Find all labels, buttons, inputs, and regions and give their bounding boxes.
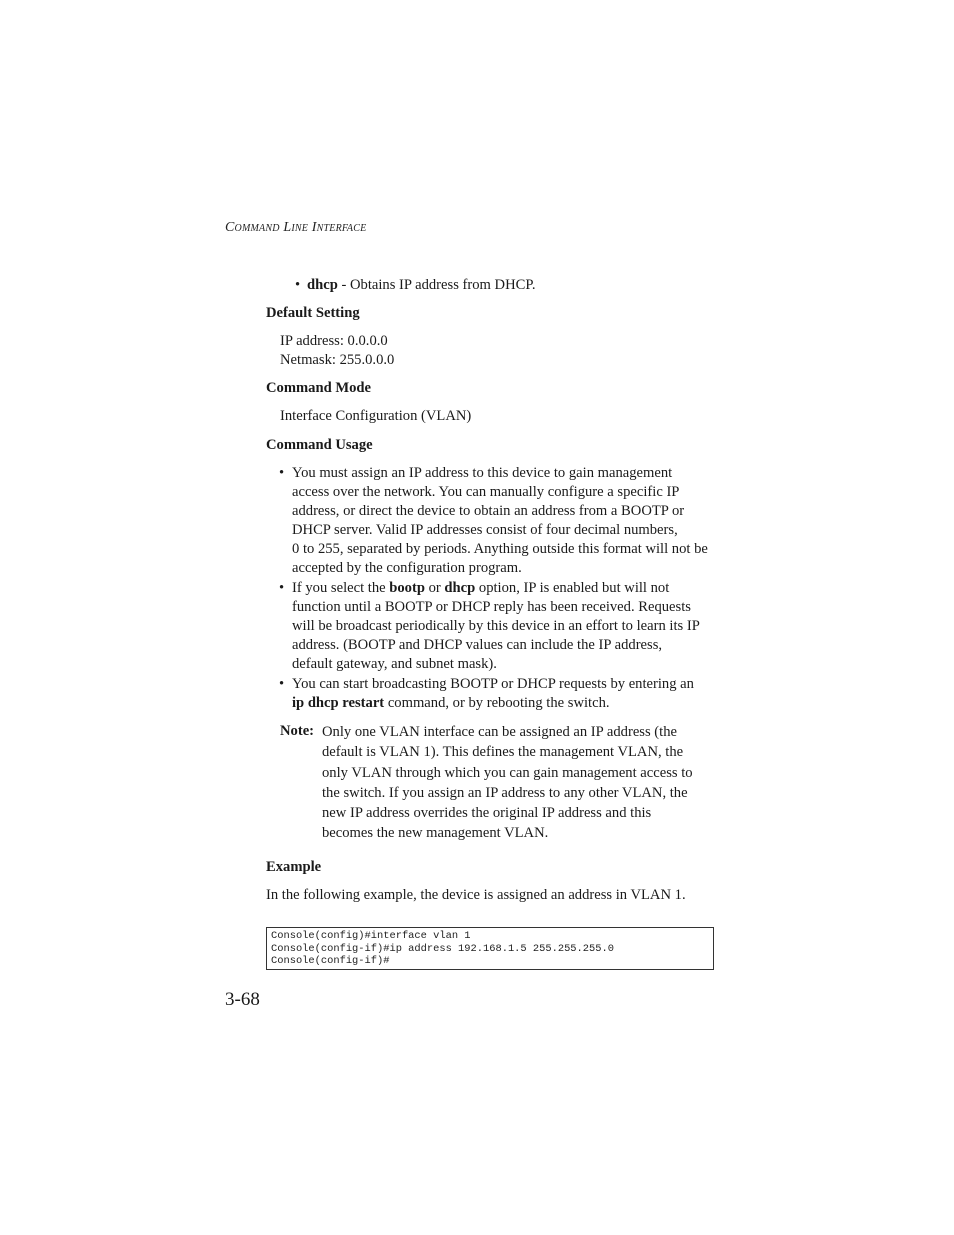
default-setting-heading: Default Setting	[266, 305, 360, 321]
bullet-text: - Obtains IP address from DHCP.	[337, 277, 536, 293]
example-text: In the following example, the device is assigned an address in VLAN 1.	[266, 887, 686, 903]
usage-line: accepted by the configuration program.	[292, 560, 522, 576]
usage-line: You must assign an IP address to this device to gain management	[292, 465, 673, 481]
bullet-icon: •	[279, 580, 285, 596]
keyword-dhcp: dhcp	[307, 277, 338, 293]
bullet-icon: •	[279, 676, 285, 692]
note-line: becomes the new management VLAN.	[322, 825, 549, 842]
text-run: option, IP is enabled but will not	[475, 580, 670, 596]
command-mode-text: Interface Configuration (VLAN)	[280, 408, 472, 424]
keyword-dhcp: dhcp	[444, 580, 476, 596]
usage-line: access over the network. You can manually configure a specific IP	[292, 484, 680, 500]
usage-line: address. (BOOTP and DHCP values can include the IP address,	[292, 637, 663, 653]
usage-bullet-3	[292, 675, 722, 713]
header-initial: L	[283, 220, 292, 235]
usage-line: You can start broadcasting BOOTP or DHCP requests by entering an	[292, 676, 694, 692]
text-run: or	[424, 580, 445, 596]
header-smallcaps: INE	[291, 223, 309, 234]
bullet-icon: •	[295, 277, 301, 293]
page-number: 3-68	[225, 989, 260, 1010]
note-body	[322, 722, 717, 844]
header-smallcaps: NTERFACE	[316, 223, 367, 234]
usage-line: default gateway, and subnet mask).	[292, 656, 497, 672]
usage-line: function until a BOOTP or DHCP reply has been received. Requests	[292, 599, 691, 615]
keyword-bootp: bootp	[389, 580, 425, 596]
default-netmask: Netmask: 255.0.0.0	[280, 352, 395, 368]
example-heading: Example	[266, 859, 322, 875]
usage-line	[292, 579, 722, 598]
code-line: Console(config-if)#	[271, 955, 390, 967]
usage-line: will be broadcast periodically by this device in an effort to learn its IP	[292, 618, 700, 634]
bullet-icon: •	[279, 465, 285, 481]
running-header	[225, 220, 366, 236]
usage-line: DHCP server. Valid IP addresses consist of four decimal numbers,	[292, 522, 678, 538]
dhcp-option-bullet	[295, 276, 536, 295]
text-run: If you select the	[292, 580, 390, 596]
usage-bullet-2	[292, 579, 722, 674]
header-smallcaps: OMMAND	[234, 223, 280, 234]
code-line: Console(config)#interface vlan 1	[271, 930, 471, 942]
command-usage-heading: Command Usage	[266, 437, 373, 453]
usage-line: address, or direct the device to obtain an address from a BOOTP or	[292, 503, 685, 519]
note-label: Note:	[280, 723, 315, 739]
header-initial: I	[311, 220, 317, 235]
default-ip-address: IP address: 0.0.0.0	[280, 333, 388, 349]
usage-line	[292, 694, 722, 713]
keyword-ip-dhcp-restart: ip dhcp restart	[292, 695, 385, 711]
note-line: the switch. If you assign an IP address to any other VLAN, the	[322, 784, 688, 801]
note-line: new IP address overrides the original IP address and this	[322, 805, 652, 822]
note-line: default is VLAN 1). This defines the management VLAN, the	[322, 744, 684, 761]
command-mode-heading: Command Mode	[266, 380, 371, 396]
note-line: Only one VLAN interface can be assigned an IP address (the	[322, 724, 677, 740]
usage-line: 0 to 255, separated by periods. Anything outside this format will not be	[292, 541, 708, 557]
text-run: command, or by rebooting the switch.	[384, 695, 610, 711]
usage-bullet-1	[292, 464, 722, 578]
code-line: Console(config-if)#ip address 192.168.1.5 255.255.255.0	[271, 942, 614, 955]
note-line: only VLAN through which you can gain management access to	[322, 764, 693, 781]
code-example-box	[266, 927, 714, 970]
header-initial: C	[225, 220, 235, 235]
